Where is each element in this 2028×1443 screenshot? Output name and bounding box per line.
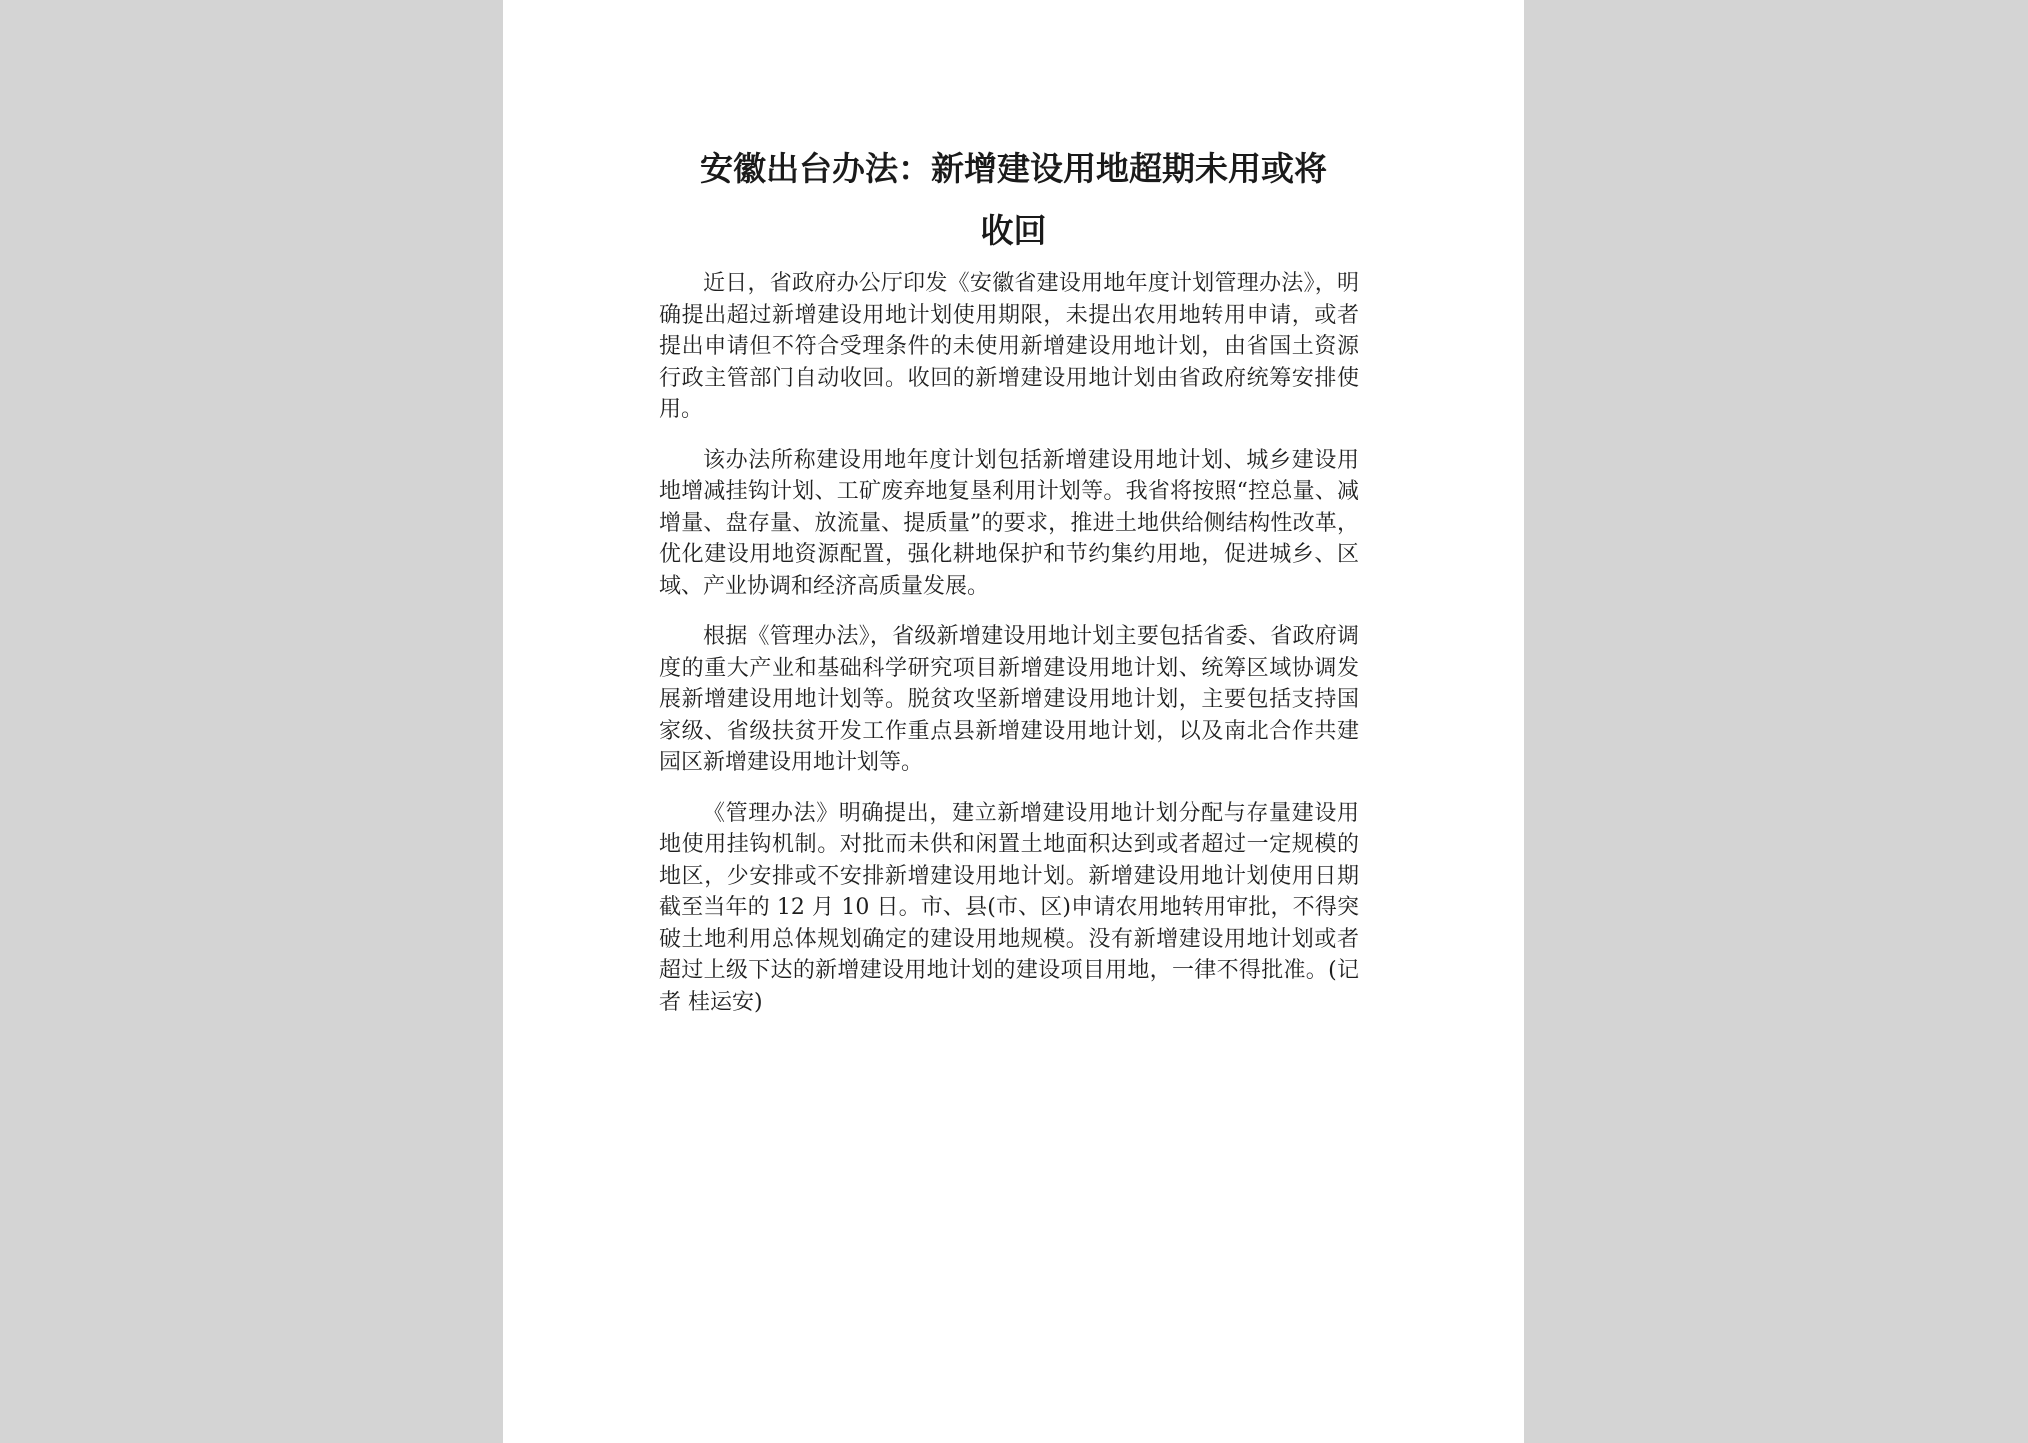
document-page: [503, 0, 1524, 1443]
article-title-line-1: 安徽出台办法：新增建设用地超期未用或将: [700, 149, 1327, 188]
article-title-line-2: 收回: [980, 211, 1047, 250]
paragraph-1: 近日，省政府办公厅印发《安徽省建设用地年度计划管理办法》，明确提出超过新增建设用地计划使用期限，未提出农用地转用申请，或者提出申请但不符合受理条件的未使用新增建设用地计划，由省国土资源行政主管部门自动收回。收回的新增建设用地计划由省政府统筹安排使用。: [659, 271, 1359, 422]
article-body: [659, 268, 1359, 1037]
paragraph-3: 根据《管理办法》，省级新增建设用地计划主要包括省委、省政府调度的重大产业和基础科学研究项目新增建设用地计划、统筹区域协调发展新增建设用地计划等。脱贫攻坚新增建设用地计划，主要包括支持国家级、省级扶贫开发工作重点县新增建设用地计划，以及南北合作共建园区新增建设用地计划等。: [659, 624, 1359, 775]
paragraph-2: 该办法所称建设用地年度计划包括新增建设用地计划、城乡建设用地增减挂钩计划、工矿废弃地复垦利用计划等。我省将按照“控总量、减增量、盘存量、放流量、提质量”的要求，推进土地供给侧结构性改革，优化建设用地资源配置，强化耕地保护和节约集约用地，促进城乡、区域、产业协调和经济高质量发展。: [659, 447, 1359, 599]
paragraph-4: 《管理办法》明确提出，建立新增建设用地计划分配与存量建设用地使用挂钩机制。对批而未供和闲置土地面积达到或者超过一定规模的地区，少安排或不安排新增建设用地计划。新增建设用地计划使用日期截至当年的 12 月 10 日。市、县(市、区)申请农用地转用审批，不得突破土地利用总体规划确定的建设用地规模。没有新增建设用地计划或者超过上级下达的新增建设用地计划的建设项目用地，一律不得批准。(记者 桂运安): [659, 800, 1359, 1015]
article-title: [503, 138, 1524, 262]
